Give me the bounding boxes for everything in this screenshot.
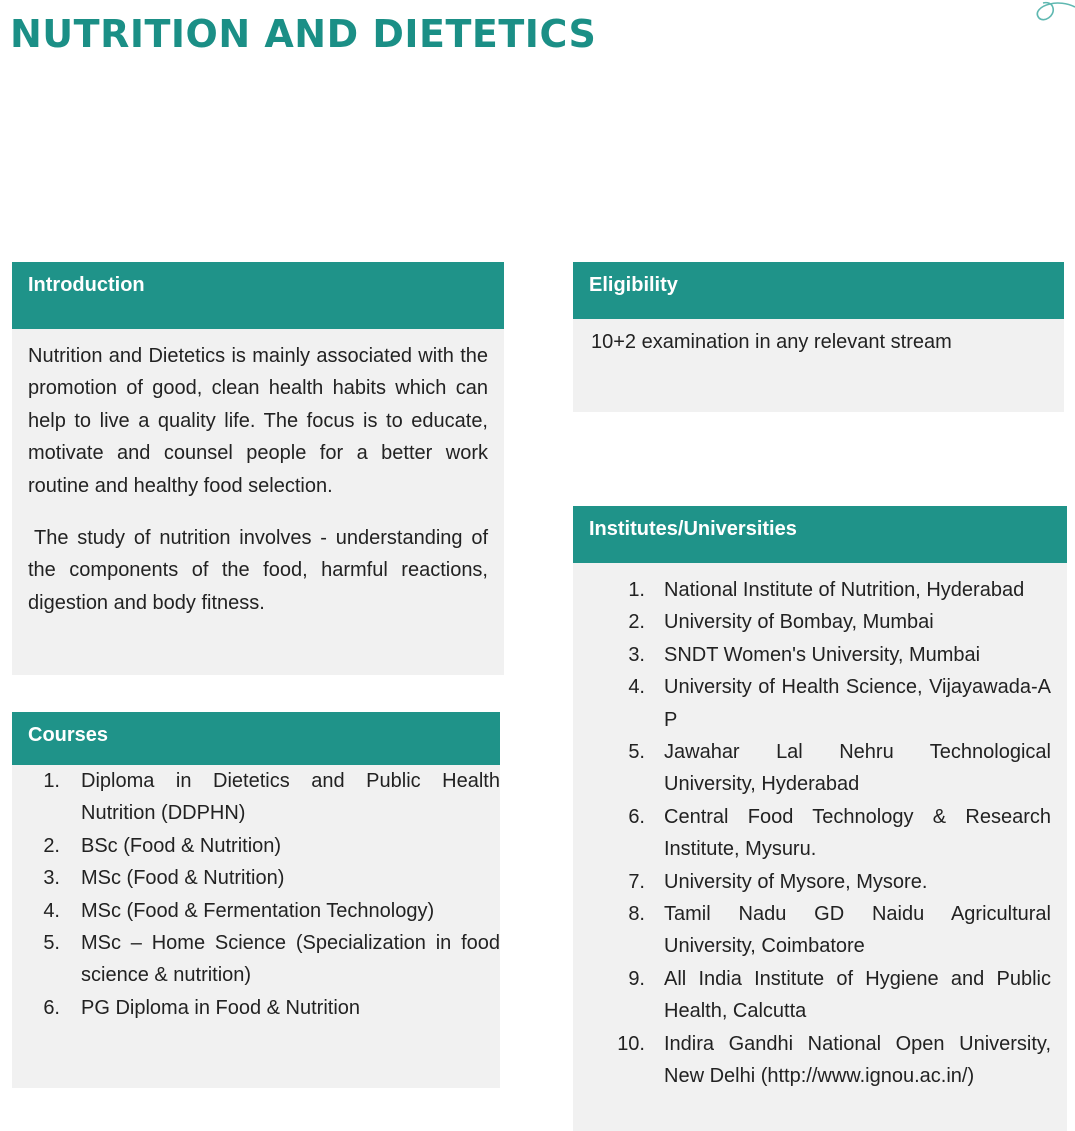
list-item-text: University of Health Science, Vijayawada-A P — [664, 676, 1051, 731]
courses-list — [12, 765, 500, 1024]
list-item-number: 1. — [43, 770, 60, 792]
list-item-text: Indira Gandhi National Open University, New Delhi (http://www.ignou.ac.in/) — [664, 1032, 1051, 1088]
corner-swirl-icon — [1027, 0, 1075, 26]
list-item-number: 9. — [628, 967, 645, 990]
introduction-body — [12, 329, 504, 619]
introduction-heading: Introduction — [12, 262, 504, 329]
page-title: NUTRITION AND DIETETICS — [10, 12, 597, 56]
list-item-number: 10. — [617, 1032, 645, 1055]
list-item-number: 5. — [43, 932, 60, 955]
list-item — [573, 898, 1051, 963]
list-item-number: 7. — [628, 870, 645, 893]
list-item — [573, 1028, 1051, 1093]
list-item — [573, 671, 1051, 736]
list-item-number: 8. — [628, 903, 645, 926]
list-item-text: Diploma in Dietetics and Public Health Nutrition (DDPHN) — [81, 770, 500, 825]
list-item-number: 1. — [628, 579, 645, 601]
institutes-body — [573, 563, 1067, 1093]
list-item-text: All India Institute of Hygiene and Public Health, Calcutta — [664, 967, 1051, 1023]
list-item-number: 4. — [43, 899, 60, 922]
list-item-text: BSc (Food & Nutrition) — [81, 834, 282, 857]
list-item — [12, 927, 500, 992]
eligibility-body — [573, 319, 1064, 358]
list-item-number: 5. — [628, 741, 645, 764]
list-item — [573, 963, 1051, 1028]
list-item-text: MSc (Food & Fermentation Technology) — [81, 899, 435, 922]
list-item — [573, 574, 1051, 606]
list-item-text: SNDT Women's University, Mumbai — [664, 643, 981, 666]
list-item-text: MSc (Food & Nutrition) — [81, 867, 285, 890]
eligibility-section — [573, 262, 1064, 412]
courses-section — [12, 712, 500, 1088]
courses-heading: Courses — [12, 712, 500, 765]
list-item — [573, 866, 1051, 898]
courses-body — [12, 765, 500, 1024]
list-item-text: University of Bombay, Mumbai — [664, 611, 934, 634]
list-item-number: 2. — [628, 611, 645, 634]
list-item-text: MSc – Home Science (Specialization in food science & nutrition) — [81, 932, 500, 987]
introduction-paragraph: Nutrition and Dietetics is mainly associated with the promotion of good, clean health habits which can help to live a quality life. The focus is to educate, motivate and counsel people for a better work routine and healthy food selection. — [28, 345, 488, 497]
introduction-paragraph: The study of nutrition involves - understanding of the components of the food, harmful reactions, digestion and body fitness. — [28, 527, 488, 614]
institutes-list — [573, 574, 1051, 1093]
list-item-number: 4. — [628, 676, 645, 699]
list-item-number: 2. — [43, 834, 60, 857]
institutes-heading: Institutes/Universities — [573, 506, 1067, 563]
list-item — [12, 992, 500, 1024]
list-item-text: University of Mysore, Mysore. — [664, 870, 928, 893]
list-item-number: 3. — [43, 867, 60, 890]
list-item-text: National Institute of Nutrition, Hyderabad — [664, 579, 1025, 601]
list-item — [12, 895, 500, 927]
list-item-text: PG Diploma in Food & Nutrition — [81, 996, 361, 1019]
list-item — [573, 801, 1051, 866]
list-item-number: 6. — [628, 805, 645, 828]
list-item — [12, 830, 500, 862]
list-item-text: Jawahar Lal Nehru Technological University, Hyderabad — [664, 741, 1051, 796]
list-item-number: 3. — [628, 643, 645, 666]
eligibility-heading: Eligibility — [573, 262, 1064, 319]
list-item — [573, 736, 1051, 801]
list-item — [573, 639, 1051, 671]
introduction-section — [12, 262, 504, 675]
eligibility-text: 10+2 examination in any relevant stream — [591, 331, 952, 353]
list-item — [573, 606, 1051, 638]
list-item-number: 6. — [43, 996, 60, 1019]
list-item — [12, 862, 500, 894]
list-item-text: Tamil Nadu GD Naidu Agricultural University, Coimbatore — [664, 903, 1051, 958]
institutes-section — [573, 506, 1067, 1131]
list-item — [12, 765, 500, 830]
list-item-text: Central Food Technology & Research Institute, Mysuru. — [664, 805, 1051, 861]
